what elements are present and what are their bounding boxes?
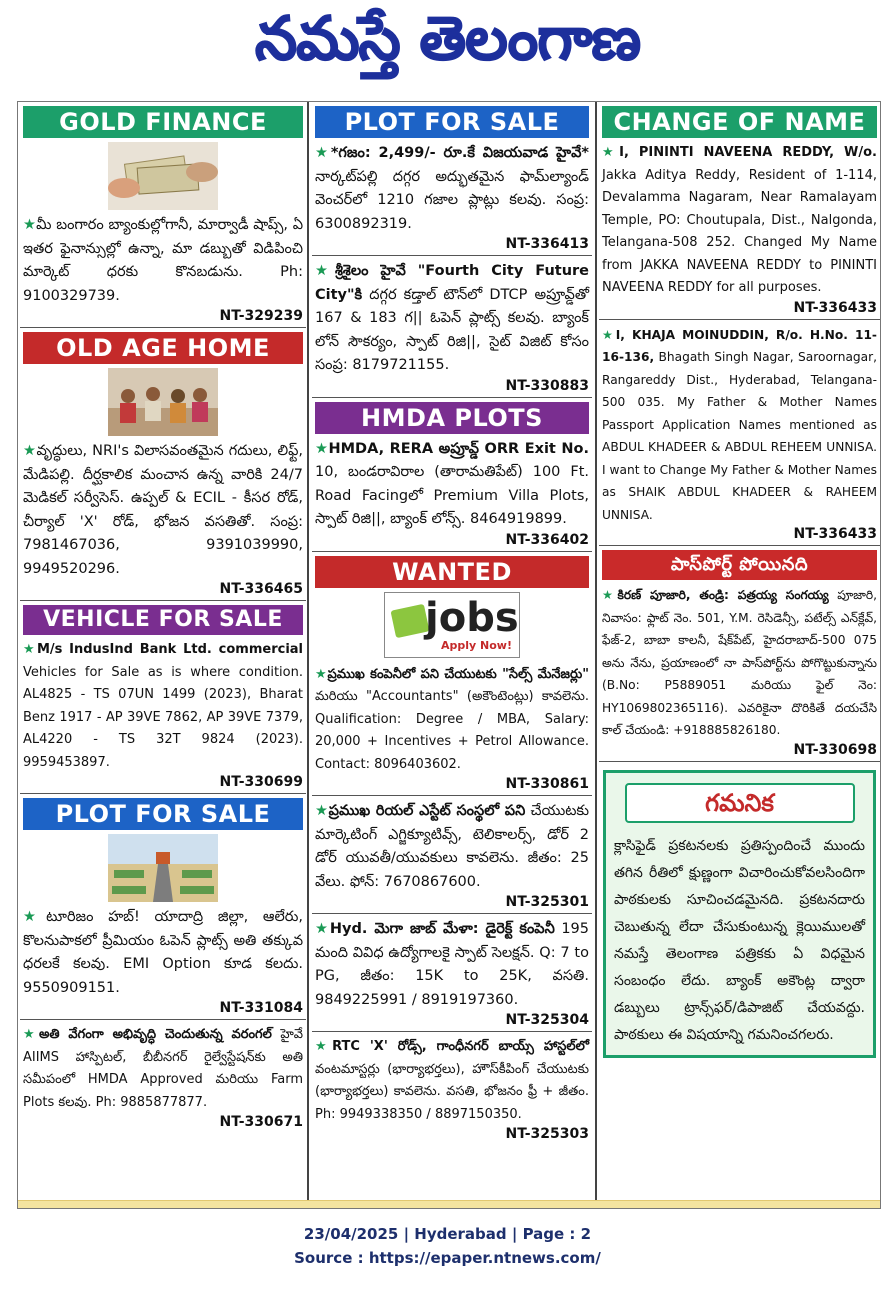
ad-lead: I, PININTI NAVEENA REDDY, W/o.	[619, 145, 878, 160]
banner-plot-for-sale: PLOT FOR SALE	[23, 798, 303, 830]
star-icon: ★	[23, 217, 37, 233]
ad-code: NT-330699	[219, 774, 303, 790]
ad-lead: RTC 'X' రోడ్స్, గాంధీనగర్ బాయ్స్ హాస్టల్‌లో	[332, 1039, 589, 1054]
bottom-strip	[18, 1200, 880, 1208]
notice-text: క్లాసిఫైడ్ ప్రకటనలకు ప్రతిస్పందించే ముందు తగిన రీతిలో క్షుణ్ణంగా విచారించుకోవలసిందిగా పాఠకులకు సూచించడమైనది. ప్రకటనదారు చెబుతున్న లేదా చేసుకుంటున్న క్లెయిములతో నమస్తే తెలంగాణ పత్రికకు ఏ విధమైన సంబంధం లేదు. బ్యాంక్ అకౌంట్ల ద్వారా డబ్బులు ట్రాన్స్‌ఫర్/డిపాజిట్ చేయవద్దు. పాఠకులు ఈ విషయాన్ని గమనించగలరు.	[614, 837, 865, 1043]
money-exchange-image	[108, 142, 218, 210]
ad-code: NT-331084	[219, 1000, 303, 1016]
ad-code: NT-330861	[505, 776, 589, 792]
reader-notice-box	[603, 770, 876, 1058]
ad-text: చేయుటకు మార్కెటింగ్ ఎగ్జిక్యూటివ్స్, టెలికాలర్స్, డోర్ 2 డోర్ యువతీ/యువకులు కావలెను. జీతం: 25 వేలు. ఫోన్: 7670867600.	[315, 803, 590, 890]
ad-vehicle-for-sale	[20, 605, 306, 794]
ad-text: వంటమాస్టర్లు (భార్యాభర్తలు), హౌస్‌కీపింగ్ చేయుటకు (భార్యాభర్తలు) కావలెను. వసతి, భోజనం ఫ్రీ + జీతం. Ph: 9949338350 / 8897150350.	[315, 1061, 589, 1122]
star-icon: ★	[602, 327, 616, 342]
ad-job-mela	[312, 918, 592, 1032]
ad-passport-lost	[599, 550, 880, 762]
ad-code: NT-330883	[505, 377, 589, 394]
ad-code: NT-336413	[505, 236, 589, 252]
ad-code: NT-330671	[219, 1114, 303, 1130]
ad-text: వృద్ధులు, NRI's విలాసవంతమైన గదులు, లిఫ్ట్, మేడిపల్లి. దీర్ఘకాలిక మంచాన ఉన్న వారికి 24/7 మెడికల్ సర్వీసెస్. ఉప్పల్ & ECIL - కీసర రోడ్, చీర్యాల్ 'X' రోడ్, భోజన వసతితో. సంప్ర: 7981467036, 9391039990, 9949520296.	[23, 443, 304, 577]
ad-code: NT-330698	[793, 741, 877, 758]
ad-code: NT-325303	[505, 1126, 589, 1142]
ad-lead: M/s IndusInd Bank Ltd. commercial	[36, 642, 303, 657]
star-icon: ★	[23, 909, 47, 925]
ad-change-of-name-2	[599, 324, 880, 547]
banner-wanted: WANTED	[315, 556, 589, 588]
ad-lead: కిరణ్ పూజారి, తండ్రి: పత్రయ్య సంగయ్య	[617, 588, 829, 602]
ad-warangal-plots	[20, 1024, 306, 1133]
footer-source-line: Source : https://epaper.ntnews.com/	[294, 1249, 601, 1267]
old-age-home-image	[108, 368, 218, 436]
ad-text: టూరిజం హబ్! యాదాద్రి జిల్లా, ఆలేరు, కొలనుపాకలో ప్రీమియం ఓపెన్ ప్లాట్స్ అతి తక్కువ ధరలకే కలవు. EMI Option కూడ కలదు. 9550909151.	[23, 909, 303, 996]
jobs-logo	[384, 592, 520, 658]
ad-code: NT-336465	[219, 581, 303, 597]
ad-lead: ప్రముఖ కంపెనీలో పని చేయుటకు "సేల్స్ మేనేజర్లు"	[327, 666, 589, 682]
ad-lead: *గజం: 2,499/- రూ.కే విజయవాడ హైవే*	[330, 145, 589, 161]
newspaper-title: నమస్తే తెలంగాణ	[254, 4, 641, 74]
ad-text: Bhagath Singh Nagar, Saroornagar, Rangareddy Dist., Hyderabad, Telangana-500 035. My Father & Mother Names Passport Application Names mentioned as ABDUL KHADEER & ABDUL REHEEM UNNISA. I want to Change My Father & Mother Names as SHAIK ABDUL KHADEER & RAHEEM UNNISA.	[602, 350, 877, 522]
ad-code: NT-325301	[505, 894, 589, 910]
star-icon: ★	[315, 921, 330, 937]
ad-text: 10, బండరావిరాల (తారామతిపేట్) 100 Ft. Road Facingలో Premium Villa Plots, స్పాట్ రిజి||, బ్యాంక్ లోన్స్. 8464919899.	[315, 464, 589, 527]
ad-code: NT-336433	[793, 526, 877, 542]
star-icon: ★	[602, 145, 620, 160]
star-icon: ★	[315, 803, 329, 819]
ad-lead: ప్రముఖ రియల్ ఎస్టేట్ సంస్థలో పని	[328, 803, 526, 819]
ad-text: హైవే AIIMS హాస్పిటల్, బీబీనగర్ రైల్వేస్టేషన్‌కు అతి సమీపంలో HMDA Approved మరియు Farm Plots కలవు. Ph: 9885877877.	[23, 1027, 303, 1110]
jobs-logo-text: jobs	[425, 594, 519, 641]
banner-vehicle-for-sale: VEHICLE FOR SALE	[23, 605, 303, 635]
star-icon: ★	[23, 1027, 39, 1042]
column-2	[312, 102, 592, 1198]
ad-code: NT-325304	[505, 1012, 589, 1028]
banner-passport-lost: పాస్‌పోర్ట్ పోయినది	[602, 550, 877, 580]
ad-lead: శ్రీశైలం హైవే "Fourth City Future City"కి	[315, 263, 590, 303]
jobs-logo-tag: Apply Now!	[441, 638, 512, 652]
ad-real-estate-jobs	[312, 800, 592, 914]
banner-gold-finance: GOLD FINANCE	[23, 106, 303, 138]
banner-plot-for-sale: PLOT FOR SALE	[315, 106, 589, 138]
ad-gold-finance	[20, 106, 306, 328]
column-divider	[307, 102, 309, 1200]
star-icon: ★	[315, 666, 328, 682]
ad-lead: Hyd. మెగా జాబ్ మేళా: డైరెక్ట్ కంపెనీ	[329, 921, 555, 937]
ad-code: NT-329239	[219, 308, 303, 324]
star-icon: ★	[602, 588, 618, 602]
ad-text: మరియు "Accountants" (అకౌంటెంట్లు) కావలెను. Qualification: Degree / MBA, Salary: 20,000 + Incentives + Petrol Allowance. Contact: 8096403602.	[315, 689, 589, 772]
ad-plot-for-sale-vijayawada	[312, 106, 592, 256]
ad-rtc-hostel	[312, 1036, 592, 1145]
banner-hmda-plots: HMDA PLOTS	[315, 402, 589, 434]
star-icon: ★	[315, 145, 331, 161]
ad-text: 195 మంది వివిధ ఉద్యోగాలకై స్పాట్ సెలక్షన్. Q: 7 to PG, జీతం: 15K to 25K, వసతి. 9849225991 / 8919197360.	[315, 921, 589, 1008]
ad-plot-for-sale	[20, 798, 306, 1020]
star-icon: ★	[23, 642, 37, 657]
star-icon: ★	[315, 1039, 333, 1054]
ad-text: మీ బంగారం బ్యాంకుల్లోగానీ, మార్వాడీ షాప్స్, ఏ ఇతర ఫైనాన్సుల్లో ఉన్నా, మా డబ్బుతో విడిపించి మార్కెట్ ధరకు కొనబడును. Ph: 9100329739.	[23, 217, 304, 304]
banner-change-of-name: CHANGE OF NAME	[602, 106, 877, 138]
star-icon: ★	[23, 443, 37, 459]
masthead	[0, 0, 895, 96]
ad-text: Jakka Aditya Reddy, Resident of 1-114, Devalamma Nagaram, Near Ramalayam Temple, PO: Choutupala, Dist., Nalgonda, Telangana-508 252. Changed My Name from JAKKA NAVEENA REDDY to PININTI NAVEENA REDDY for all purposes.	[602, 167, 877, 295]
footer-edition-line: 23/04/2025 | Hyderabad | Page : 2	[303, 1225, 592, 1243]
ad-code: NT-336402	[505, 531, 589, 548]
notice-heading: గమనిక	[625, 783, 855, 823]
star-icon: ★	[315, 440, 329, 457]
ad-code: NT-336433	[793, 299, 877, 316]
ad-srisailam-highway	[312, 260, 592, 398]
page-footer	[0, 1222, 895, 1270]
column-divider	[595, 102, 597, 1200]
ad-change-of-name-1	[599, 106, 880, 320]
ad-lead: I, KHAJA MOINUDDIN, R/o. H.No. 11-16-136,	[602, 327, 877, 364]
ad-lead: అతి వేగంగా అభివృద్ధి చెందుతున్న వరంగల్	[38, 1027, 272, 1042]
ad-text: దగ్గర కడ్తాల్ టౌన్‌లో DTCP అప్రూవ్డ్‌తో 167 & 183 గ|| ఓపెన్ ప్లాట్స్ కలవు. బ్యాంక్ లోన్ సౌకర్యం, స్పాట్ రిజి||, సైట్ విజిట్ కోసం సంప్ర: 8179721155.	[315, 286, 590, 373]
classifieds-page	[17, 101, 881, 1209]
star-icon: ★	[315, 263, 335, 279]
ad-lead: HMDA, RERA అప్రూవ్డ్ ORR Exit No.	[328, 440, 589, 457]
ad-old-age-home	[20, 332, 306, 601]
plot-layout-image	[108, 834, 218, 902]
ad-text: Vehicles for Sale as is where condition. AL4825 - TS 07UN 1499 (2023), Bharat Benz 1917 - AP 39VE 7862, AP 39VE 7379, AL4220 - TS 32T 9824 (2023). 9959453897.	[23, 664, 303, 770]
ad-hmda-plots	[312, 402, 592, 552]
ad-wanted-sales-managers	[312, 556, 592, 797]
column-3	[599, 102, 880, 1198]
column-1	[20, 102, 306, 1198]
banner-old-age-home: OLD AGE HOME	[23, 332, 303, 364]
ad-text: నార్కట్‌పల్లి దగ్గర అద్భుతమైన ఫామ్‌ల్యాండ్ వెంచర్‌లో 1210 గజాల ప్లాట్లు కలవు. సంప్ర: 6300892319.	[315, 168, 589, 232]
ad-text: పూజారి, నివాసం: ఫ్లాట్ నెం. 501, Y.M. రెసిడెన్సీ, పటేల్స్ ఎన్‌క్లేవ్, ఫేజ్-2, బాబా కాలనీ, షేక్‌పేట్, హైదరాబాద్-500 075 అను నేను, ప్రయాణంలో నా పాస్‌పోర్ట్‌ను పోగొట్టుకున్నాను (B.No: P5889051 మరియు ఫైల్ నెం: HY1069802365116). ఎవరికైనా దొరికితే దయచేసి కాల్ చేయండి: +918885826180.	[602, 588, 878, 737]
